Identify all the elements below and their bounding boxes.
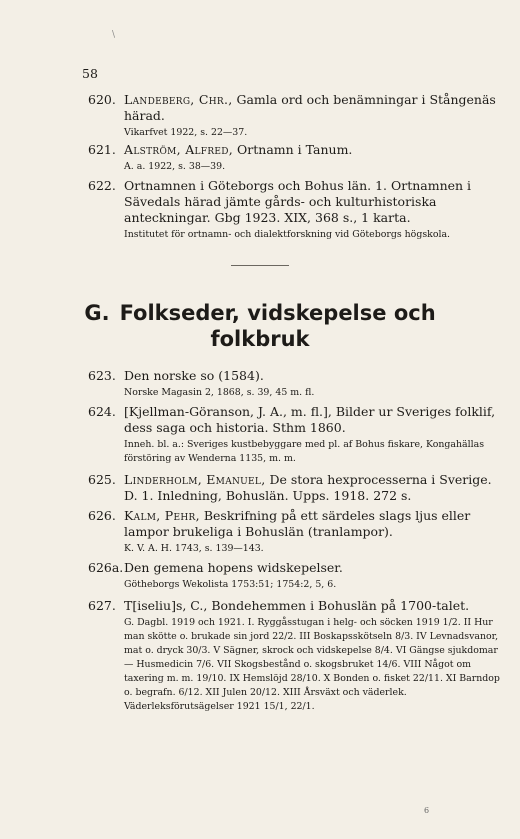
entry-number: 627. <box>88 598 116 613</box>
bibliography-entry <box>88 368 500 400</box>
entry-author: Landeberg, Chr., <box>124 92 233 107</box>
top-mark: \ <box>112 30 116 40</box>
entry-number: 621. <box>88 142 116 157</box>
bibliography-entry <box>88 598 500 714</box>
bibliography-entry <box>88 142 500 174</box>
entry-number: 624. <box>88 404 116 419</box>
entry-author: Alström, Alfred, <box>124 142 234 157</box>
section-letter: G. <box>84 301 110 325</box>
section-title-line2: folkbruk <box>210 327 310 351</box>
bibliography-entry <box>88 404 500 466</box>
entry-title: Linderholm, Emanuel, De stora hexprocesserna i Sverige. D. 1. Inledning, Bohuslän. Upps. 1918. 272 s. <box>124 472 492 503</box>
entry-title: Landeberg, Chr., Gamla ord och benämningar i Stångenäs härad. <box>124 92 496 123</box>
entry-title: Den gemena hopens widskepelser. <box>124 560 343 575</box>
entry-note: Vikarfvet 1922, s. 22—37. <box>124 127 248 138</box>
entry-title: Ortnamnen i Göteborgs och Bohus län. 1. Ortnamnen i Sävedals härad jämte gårds- och kulturhistoriska anteckningar. Gbg 1923. XIX, 368 s., 1 karta. <box>124 178 472 225</box>
entry-author: Linderholm, Emanuel, <box>124 472 266 487</box>
entry-number: 620. <box>88 92 116 107</box>
entry-number: 623. <box>88 368 116 383</box>
section-title-line1: Folkseder, vidskepelse och <box>119 301 436 325</box>
entry-number: 622. <box>88 178 116 193</box>
bibliography-entry <box>88 472 500 504</box>
bibliography-entry <box>88 178 500 242</box>
entry-note: K. V. A. H. 1743, s. 139—143. <box>124 543 264 554</box>
entry-note: Inneh. bl. a.: Sveriges kustbebyggare med pl. af Bohus fiskare, Kongahällas förstöring av Wenderna 1135, m. m. <box>124 439 485 464</box>
entry-note: G. Dagbl. 1919 och 1921. I. Ryggåsstugan i helg- och söcken 1919 1/2. II Hur man skötte o. brukade sin jord 22/2. III Boskapsskötseln 8/3. IV Levnadsvanor, mat o. dryck 30/3. V Sägner, skrock och vidskepelse 8/4. VI Gängse sjukdomar — Husmedicin 7/6. VII Skogsbestånd o. skogsbruket 14/6. VIII Något om taxering m. m. 19/10. IX Hemslöjd 28/10. X Bonden o. fisket 22/11. XI Barndop o. begrafn. 6/12. XII Julen 20/12. XIII Årsväxt och väderlek. Väderleksförutsägelser 1921 15/1, 22/1. <box>124 617 500 712</box>
bibliography-entry <box>88 560 500 592</box>
entry-author: Kalm, Pehr, <box>124 508 200 523</box>
entry-title: Alström, Alfred, Ortnamn i Tanum. <box>124 142 353 157</box>
entry-title: [Kjellman-Göranson, J. A., m. fl.], Bilder ur Sveriges folklif, dess saga och historia. Sthm 1860. <box>124 404 496 435</box>
entry-number: 625. <box>88 472 116 487</box>
entry-number: 626a. <box>88 560 124 575</box>
section-heading <box>0 300 520 352</box>
page-number: 58 <box>82 66 98 81</box>
entry-note: Norske Magasin 2, 1868, s. 39, 45 m. fl. <box>124 387 315 398</box>
entry-title: Den norske so (1584). <box>124 368 264 383</box>
entry-title: T[iseliu]s, C., Bondehemmen i Bohuslän på 1700-talet. <box>124 598 470 613</box>
section-divider <box>231 265 289 266</box>
entry-note: Institutet för ortnamn- och dialektforskning vid Göteborgs högskola. <box>124 229 451 240</box>
bottom-mark: 6 <box>424 806 430 815</box>
entry-title: Kalm, Pehr, Beskrifning på ett särdeles slags ljus eller lampor brukeliga i Bohuslän (tranlampor). <box>124 508 471 539</box>
entry-number: 626. <box>88 508 116 523</box>
entry-note: A. a. 1922, s. 38—39. <box>124 161 226 172</box>
bibliography-entry <box>88 92 500 140</box>
bibliography-entry <box>88 508 500 556</box>
entry-note: Götheborgs Wekolista 1753:51; 1754:2, 5, 6. <box>124 579 337 590</box>
